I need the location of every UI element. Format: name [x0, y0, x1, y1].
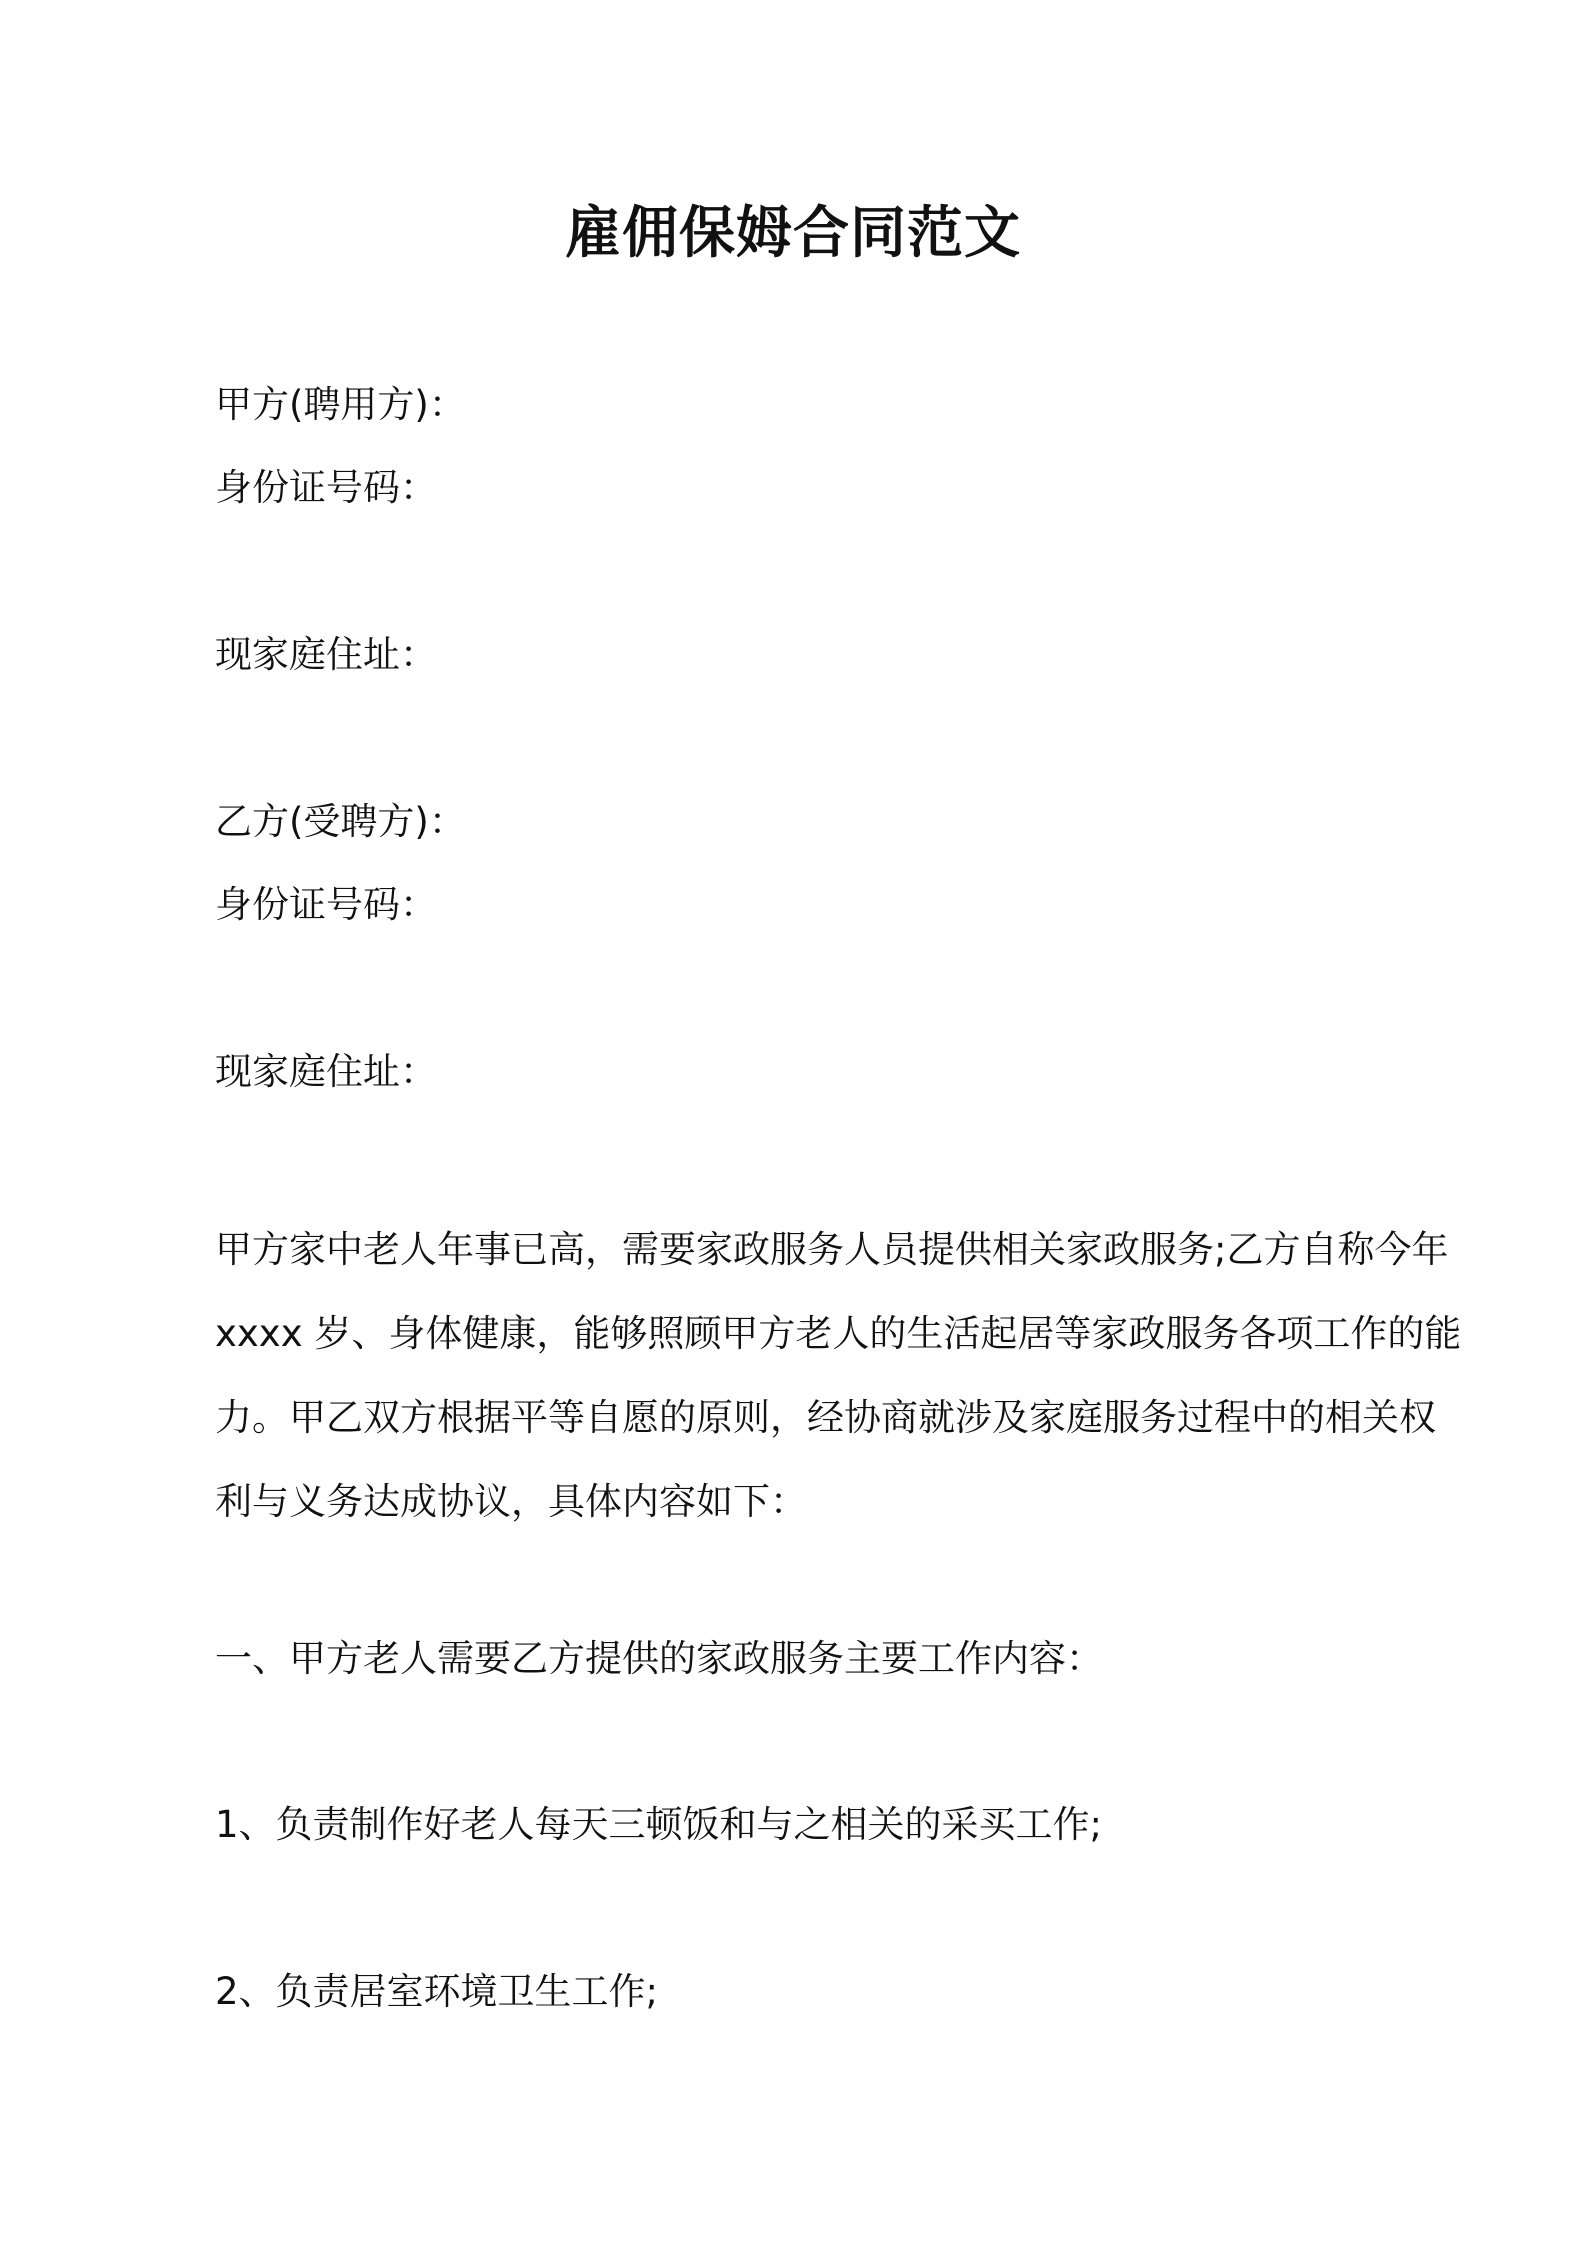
- party-b-address-label: 现家庭住址：: [215, 1050, 437, 1093]
- section-1-heading: 一、甲方老人需要乙方提供的家政服务主要工作内容：: [215, 1637, 1103, 1680]
- party-b-label: 乙方(受聘方)：: [215, 800, 466, 843]
- party-a-label: 甲方(聘用方)：: [215, 383, 466, 426]
- intro-paragraph: [215, 1208, 1462, 1544]
- party-a-id-label: 身份证号码：: [215, 466, 437, 509]
- list-item: 2、负责居室环境卫生工作;: [215, 1970, 659, 2013]
- document-title: 雇佣保姆合同范文: [565, 201, 1021, 266]
- party-a-address-label: 现家庭住址：: [215, 633, 437, 676]
- intro-line: 利与义务达成协议，具体内容如下：: [215, 1480, 807, 1523]
- intro-line: xxxx 岁、身体健康，能够照顾甲方老人的生活起居等家政服务各项工作的能: [215, 1312, 1462, 1355]
- intro-line: 甲方家中老人年事已高，需要家政服务人员提供相关家政服务;乙方自称今年: [215, 1228, 1449, 1271]
- party-b-id-label: 身份证号码：: [215, 883, 437, 926]
- list-item: 1、负责制作好老人每天三顿饭和与之相关的采买工作;: [215, 1803, 1103, 1846]
- intro-line: 力。甲乙双方根据平等自愿的原则，经协商就涉及家庭服务过程中的相关权: [215, 1396, 1436, 1439]
